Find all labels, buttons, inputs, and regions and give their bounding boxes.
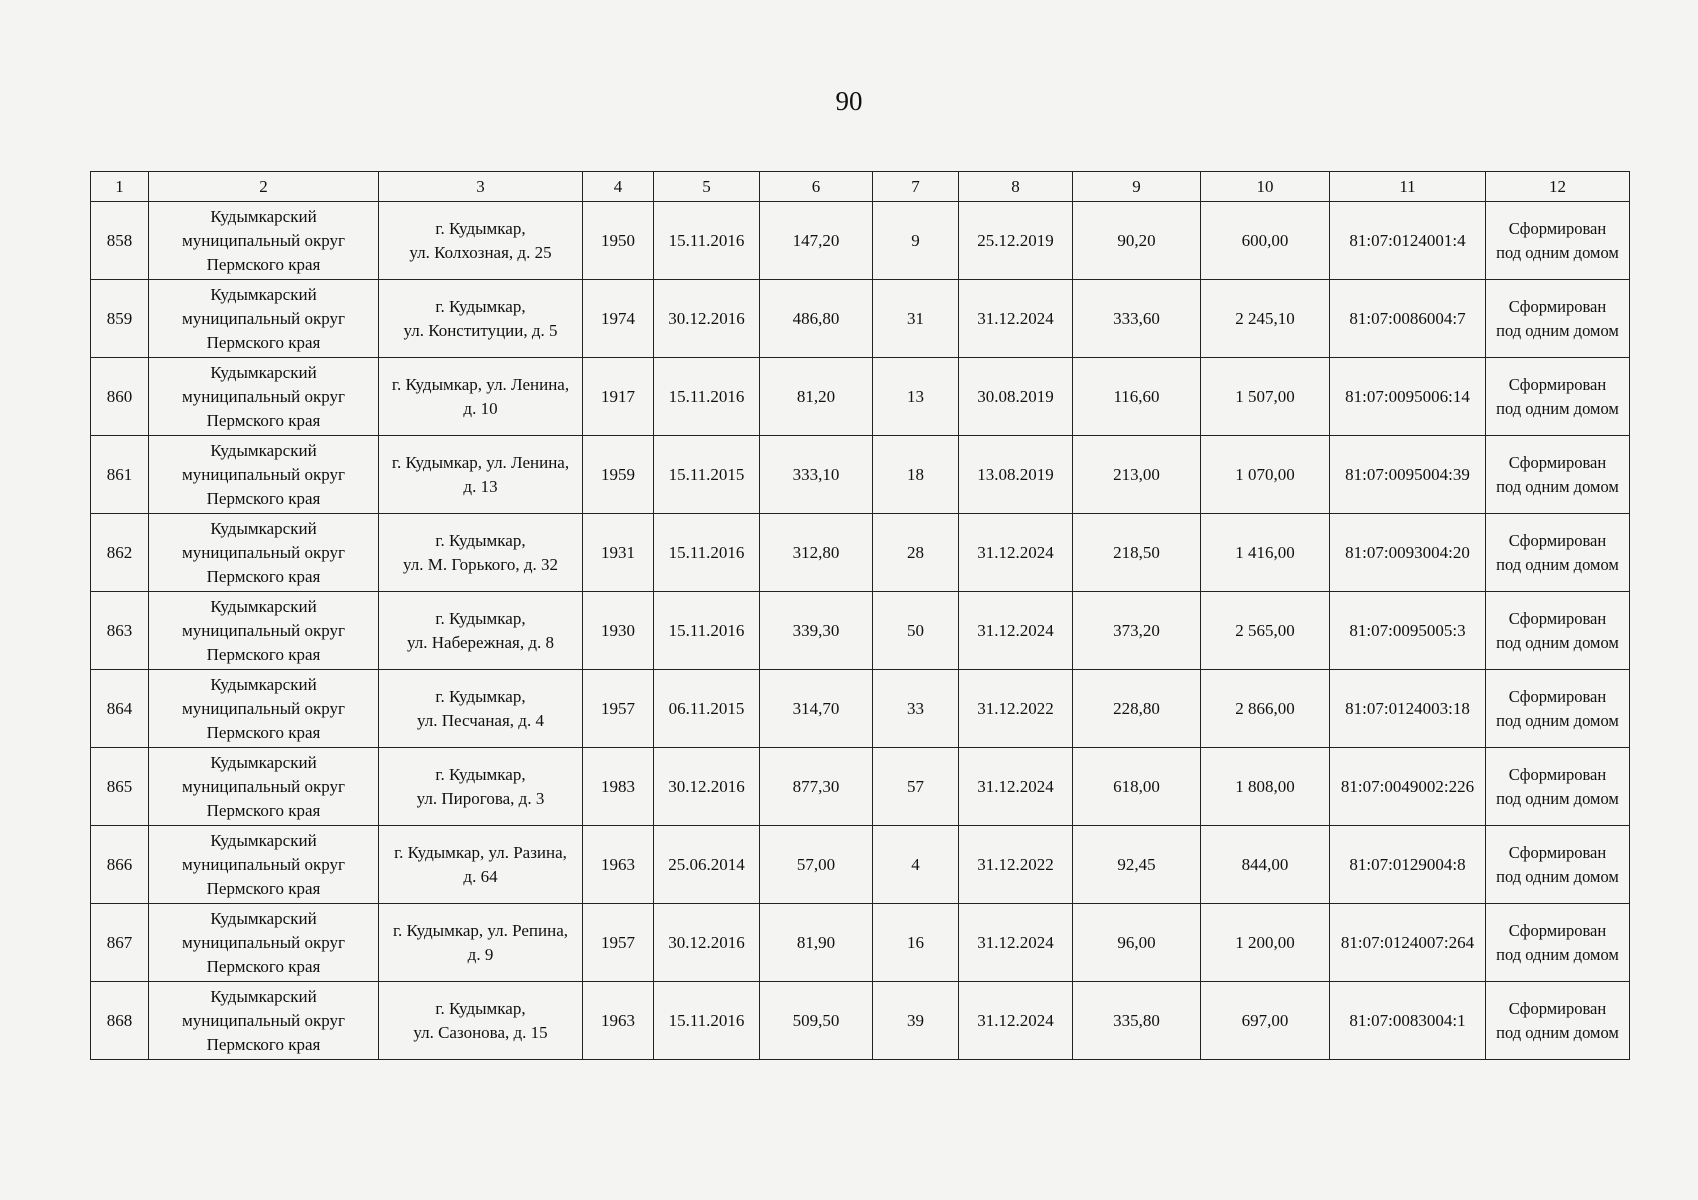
column-header: 1 — [91, 172, 149, 202]
table-row — [91, 592, 1630, 670]
row-number-cell: 866 — [91, 826, 149, 904]
table-row — [91, 514, 1630, 592]
year-built-cell: 1957 — [583, 670, 654, 748]
owner-cell-line: Пермского края — [206, 878, 321, 898]
status-cell-line: под одним домом — [1496, 320, 1619, 340]
status-cell-line: Сформирован — [1508, 296, 1607, 316]
status-cell-line: Сформирован — [1508, 764, 1607, 784]
planned-resettlement-date-cell: 31.12.2024 — [959, 592, 1073, 670]
owner-cell-line: Пермского края — [206, 488, 321, 508]
owner-cell — [149, 592, 379, 670]
planned-resettlement-date-cell: 31.12.2022 — [959, 826, 1073, 904]
row-number-cell: 868 — [91, 982, 149, 1060]
status-cell-line: Сформирован — [1508, 686, 1607, 706]
address-cell-line: г. Кудымкар, ул. Репина, — [392, 920, 569, 940]
land-area-cell: 1 200,00 — [1201, 904, 1330, 982]
status-cell-line: под одним домом — [1496, 554, 1619, 574]
address-cell-line: г. Кудымкар, — [435, 764, 526, 784]
residents-count-cell: 33 — [873, 670, 959, 748]
owner-cell-line: муниципальный округ — [181, 620, 346, 640]
address-cell-line: г. Кудымкар, — [435, 296, 526, 316]
table-row — [91, 826, 1630, 904]
owner-cell-line: муниципальный округ — [181, 1010, 346, 1030]
owner-cell-line: Пермского края — [206, 956, 321, 976]
address-cell — [379, 358, 583, 436]
residents-count-cell: 57 — [873, 748, 959, 826]
owner-cell-line: Кудымкарский — [210, 674, 317, 694]
total-area-cell: 147,20 — [760, 202, 873, 280]
table-row — [91, 358, 1630, 436]
area-value-cell: 335,80 — [1073, 982, 1201, 1060]
owner-cell-line: Кудымкарский — [210, 518, 317, 538]
cadastral-number-cell: 81:07:0095005:3 — [1330, 592, 1486, 670]
table-row — [91, 280, 1630, 358]
status-cell-line: под одним домом — [1496, 1022, 1619, 1042]
owner-cell-line: Кудымкарский — [210, 908, 317, 928]
address-cell-line: г. Кудымкар, — [435, 608, 526, 628]
status-cell-line: под одним домом — [1496, 944, 1619, 964]
address-cell-line: г. Кудымкар, — [435, 530, 526, 550]
total-area-cell: 81,20 — [760, 358, 873, 436]
date-recognized-cell: 30.12.2016 — [654, 280, 760, 358]
planned-resettlement-date-cell: 31.12.2024 — [959, 748, 1073, 826]
address-cell-line: г. Кудымкар, — [435, 998, 526, 1018]
row-number-cell: 861 — [91, 436, 149, 514]
total-area-cell: 81,90 — [760, 904, 873, 982]
residents-count-cell: 4 — [873, 826, 959, 904]
address-cell-line: г. Кудымкар, ул. Ленина, — [391, 374, 570, 394]
status-cell — [1486, 358, 1630, 436]
cadastral-number-cell: 81:07:0124001:4 — [1330, 202, 1486, 280]
status-cell — [1486, 592, 1630, 670]
date-recognized-cell: 30.12.2016 — [654, 904, 760, 982]
land-area-cell: 600,00 — [1201, 202, 1330, 280]
owner-cell — [149, 202, 379, 280]
total-area-cell: 877,30 — [760, 748, 873, 826]
address-cell — [379, 280, 583, 358]
area-value-cell: 116,60 — [1073, 358, 1201, 436]
owner-cell-line: Кудымкарский — [210, 752, 317, 772]
owner-cell-line: муниципальный округ — [181, 308, 346, 328]
status-cell — [1486, 748, 1630, 826]
status-cell-line: Сформирован — [1508, 452, 1607, 472]
total-area-cell: 486,80 — [760, 280, 873, 358]
column-header: 12 — [1486, 172, 1630, 202]
status-cell — [1486, 982, 1630, 1060]
land-area-cell: 1 808,00 — [1201, 748, 1330, 826]
total-area-cell: 314,70 — [760, 670, 873, 748]
date-recognized-cell: 15.11.2016 — [654, 982, 760, 1060]
address-cell — [379, 592, 583, 670]
owner-cell-line: муниципальный округ — [181, 464, 346, 484]
owner-cell — [149, 982, 379, 1060]
address-cell-line: ул. Колхозная, д. 25 — [409, 242, 552, 262]
status-cell — [1486, 280, 1630, 358]
address-cell-line: д. 13 — [463, 476, 498, 496]
owner-cell — [149, 514, 379, 592]
header-row — [91, 172, 1630, 202]
land-area-cell: 1 070,00 — [1201, 436, 1330, 514]
owner-cell — [149, 280, 379, 358]
owner-cell-line: Пермского края — [206, 566, 321, 586]
land-area-cell: 2 245,10 — [1201, 280, 1330, 358]
address-cell — [379, 748, 583, 826]
date-recognized-cell: 15.11.2015 — [654, 436, 760, 514]
housing-register-table — [90, 171, 1630, 1060]
owner-cell-line: Пермского края — [206, 800, 321, 820]
column-header: 7 — [873, 172, 959, 202]
year-built-cell: 1983 — [583, 748, 654, 826]
year-built-cell: 1959 — [583, 436, 654, 514]
address-cell-line: ул. Конституции, д. 5 — [403, 320, 558, 340]
table-body — [91, 202, 1630, 1060]
status-cell-line: под одним домом — [1496, 788, 1619, 808]
address-cell-line: ул. Пирогова, д. 3 — [416, 788, 545, 808]
status-cell-line: Сформирован — [1508, 920, 1607, 940]
row-number-cell: 858 — [91, 202, 149, 280]
date-recognized-cell: 15.11.2016 — [654, 592, 760, 670]
area-value-cell: 90,20 — [1073, 202, 1201, 280]
date-recognized-cell: 15.11.2016 — [654, 202, 760, 280]
date-recognized-cell: 30.12.2016 — [654, 748, 760, 826]
cadastral-number-cell: 81:07:0049002:226 — [1330, 748, 1486, 826]
row-number-cell: 859 — [91, 280, 149, 358]
area-value-cell: 618,00 — [1073, 748, 1201, 826]
owner-cell-line: Кудымкарский — [210, 284, 317, 304]
owner-cell-line: Пермского края — [206, 722, 321, 742]
status-cell-line: Сформирован — [1508, 998, 1607, 1018]
status-cell-line: под одним домом — [1496, 398, 1619, 418]
owner-cell-line: Кудымкарский — [210, 596, 317, 616]
residents-count-cell: 9 — [873, 202, 959, 280]
row-number-cell: 860 — [91, 358, 149, 436]
table-row — [91, 202, 1630, 280]
column-header: 6 — [760, 172, 873, 202]
area-value-cell: 213,00 — [1073, 436, 1201, 514]
date-recognized-cell: 06.11.2015 — [654, 670, 760, 748]
owner-cell — [149, 358, 379, 436]
address-cell-line: г. Кудымкар, — [435, 218, 526, 238]
total-area-cell: 509,50 — [760, 982, 873, 1060]
address-cell-line: д. 9 — [467, 944, 494, 964]
owner-cell-line: Пермского края — [206, 644, 321, 664]
address-cell — [379, 202, 583, 280]
address-cell-line: д. 64 — [463, 866, 498, 886]
owner-cell-line: Кудымкарский — [210, 362, 317, 382]
planned-resettlement-date-cell: 31.12.2024 — [959, 280, 1073, 358]
owner-cell — [149, 436, 379, 514]
year-built-cell: 1974 — [583, 280, 654, 358]
total-area-cell: 333,10 — [760, 436, 873, 514]
status-cell — [1486, 436, 1630, 514]
column-header: 3 — [379, 172, 583, 202]
owner-cell-line: Пермского края — [206, 1034, 321, 1054]
owner-cell-line: муниципальный округ — [181, 932, 346, 952]
status-cell — [1486, 826, 1630, 904]
owner-cell-line: Пермского края — [206, 254, 321, 274]
land-area-cell: 1 416,00 — [1201, 514, 1330, 592]
address-cell-line: ул. Песчаная, д. 4 — [417, 710, 544, 730]
year-built-cell: 1950 — [583, 202, 654, 280]
status-cell-line: Сформирован — [1508, 842, 1607, 862]
date-recognized-cell: 15.11.2016 — [654, 358, 760, 436]
address-cell — [379, 436, 583, 514]
row-number-cell: 862 — [91, 514, 149, 592]
status-cell — [1486, 202, 1630, 280]
status-cell-line: Сформирован — [1508, 374, 1607, 394]
address-cell-line: г. Кудымкар, — [435, 686, 526, 706]
owner-cell-line: муниципальный округ — [181, 698, 346, 718]
area-value-cell: 218,50 — [1073, 514, 1201, 592]
owner-cell-line: Кудымкарский — [210, 986, 317, 1006]
planned-resettlement-date-cell: 13.08.2019 — [959, 436, 1073, 514]
residents-count-cell: 31 — [873, 280, 959, 358]
year-built-cell: 1963 — [583, 826, 654, 904]
residents-count-cell: 28 — [873, 514, 959, 592]
cadastral-number-cell: 81:07:0083004:1 — [1330, 982, 1486, 1060]
year-built-cell: 1930 — [583, 592, 654, 670]
area-value-cell: 228,80 — [1073, 670, 1201, 748]
owner-cell-line: муниципальный округ — [181, 776, 346, 796]
owner-cell-line: Кудымкарский — [210, 440, 317, 460]
total-area-cell: 57,00 — [760, 826, 873, 904]
land-area-cell: 2 565,00 — [1201, 592, 1330, 670]
table-row — [91, 982, 1630, 1060]
row-number-cell: 863 — [91, 592, 149, 670]
table-row — [91, 436, 1630, 514]
owner-cell — [149, 748, 379, 826]
column-header: 10 — [1201, 172, 1330, 202]
status-cell-line: под одним домом — [1496, 866, 1619, 886]
owner-cell-line: Пермского края — [206, 332, 321, 352]
owner-cell-line: муниципальный округ — [181, 542, 346, 562]
residents-count-cell: 50 — [873, 592, 959, 670]
total-area-cell: 339,30 — [760, 592, 873, 670]
status-cell-line: Сформирован — [1508, 530, 1607, 550]
cadastral-number-cell: 81:07:0095004:39 — [1330, 436, 1486, 514]
status-cell-line: Сформирован — [1508, 608, 1607, 628]
address-cell — [379, 826, 583, 904]
address-cell — [379, 670, 583, 748]
residents-count-cell: 16 — [873, 904, 959, 982]
address-cell-line: ул. Набережная, д. 8 — [407, 632, 554, 652]
address-cell-line: д. 10 — [463, 398, 498, 418]
column-header: 8 — [959, 172, 1073, 202]
status-cell-line: под одним домом — [1496, 242, 1619, 262]
address-cell-line: ул. Сазонова, д. 15 — [413, 1022, 548, 1042]
area-value-cell: 333,60 — [1073, 280, 1201, 358]
address-cell-line: ул. М. Горького, д. 32 — [402, 554, 559, 574]
planned-resettlement-date-cell: 25.12.2019 — [959, 202, 1073, 280]
owner-cell-line: муниципальный округ — [181, 386, 346, 406]
planned-resettlement-date-cell: 31.12.2024 — [959, 514, 1073, 592]
land-area-cell: 1 507,00 — [1201, 358, 1330, 436]
status-cell — [1486, 514, 1630, 592]
address-cell — [379, 514, 583, 592]
cadastral-number-cell: 81:07:0086004:7 — [1330, 280, 1486, 358]
owner-cell — [149, 904, 379, 982]
cadastral-number-cell: 81:07:0095006:14 — [1330, 358, 1486, 436]
land-area-cell: 697,00 — [1201, 982, 1330, 1060]
column-header: 11 — [1330, 172, 1486, 202]
area-value-cell: 92,45 — [1073, 826, 1201, 904]
planned-resettlement-date-cell: 31.12.2024 — [959, 904, 1073, 982]
planned-resettlement-date-cell: 31.12.2024 — [959, 982, 1073, 1060]
date-recognized-cell: 15.11.2016 — [654, 514, 760, 592]
year-built-cell: 1957 — [583, 904, 654, 982]
address-cell — [379, 904, 583, 982]
status-cell-line: Сформирован — [1508, 218, 1607, 238]
land-area-cell: 2 866,00 — [1201, 670, 1330, 748]
column-header: 4 — [583, 172, 654, 202]
date-recognized-cell: 25.06.2014 — [654, 826, 760, 904]
area-value-cell: 373,20 — [1073, 592, 1201, 670]
cadastral-number-cell: 81:07:0093004:20 — [1330, 514, 1486, 592]
status-cell-line: под одним домом — [1496, 632, 1619, 652]
column-header: 5 — [654, 172, 760, 202]
year-built-cell: 1963 — [583, 982, 654, 1060]
owner-cell — [149, 670, 379, 748]
owner-cell-line: Кудымкарский — [210, 206, 317, 226]
planned-resettlement-date-cell: 30.08.2019 — [959, 358, 1073, 436]
status-cell — [1486, 670, 1630, 748]
status-cell-line: под одним домом — [1496, 476, 1619, 496]
row-number-cell: 867 — [91, 904, 149, 982]
owner-cell-line: муниципальный округ — [181, 230, 346, 250]
residents-count-cell: 18 — [873, 436, 959, 514]
table-row — [91, 670, 1630, 748]
table-row — [91, 748, 1630, 826]
row-number-cell: 864 — [91, 670, 149, 748]
cadastral-number-cell: 81:07:0124003:18 — [1330, 670, 1486, 748]
cadastral-number-cell: 81:07:0129004:8 — [1330, 826, 1486, 904]
land-area-cell: 844,00 — [1201, 826, 1330, 904]
address-cell — [379, 982, 583, 1060]
year-built-cell: 1931 — [583, 514, 654, 592]
page-number: 90 — [835, 86, 863, 116]
total-area-cell: 312,80 — [760, 514, 873, 592]
planned-resettlement-date-cell: 31.12.2022 — [959, 670, 1073, 748]
column-header: 2 — [149, 172, 379, 202]
table-row — [91, 904, 1630, 982]
residents-count-cell: 39 — [873, 982, 959, 1060]
owner-cell-line: Пермского края — [206, 410, 321, 430]
owner-cell — [149, 826, 379, 904]
year-built-cell: 1917 — [583, 358, 654, 436]
address-cell-line: г. Кудымкар, ул. Ленина, — [391, 452, 570, 472]
owner-cell-line: Кудымкарский — [210, 830, 317, 850]
area-value-cell: 96,00 — [1073, 904, 1201, 982]
residents-count-cell: 13 — [873, 358, 959, 436]
column-header: 9 — [1073, 172, 1201, 202]
address-cell-line: г. Кудымкар, ул. Разина, — [394, 842, 567, 862]
status-cell — [1486, 904, 1630, 982]
owner-cell-line: муниципальный округ — [181, 854, 346, 874]
row-number-cell: 865 — [91, 748, 149, 826]
cadastral-number-cell: 81:07:0124007:264 — [1330, 904, 1486, 982]
status-cell-line: под одним домом — [1496, 710, 1619, 730]
